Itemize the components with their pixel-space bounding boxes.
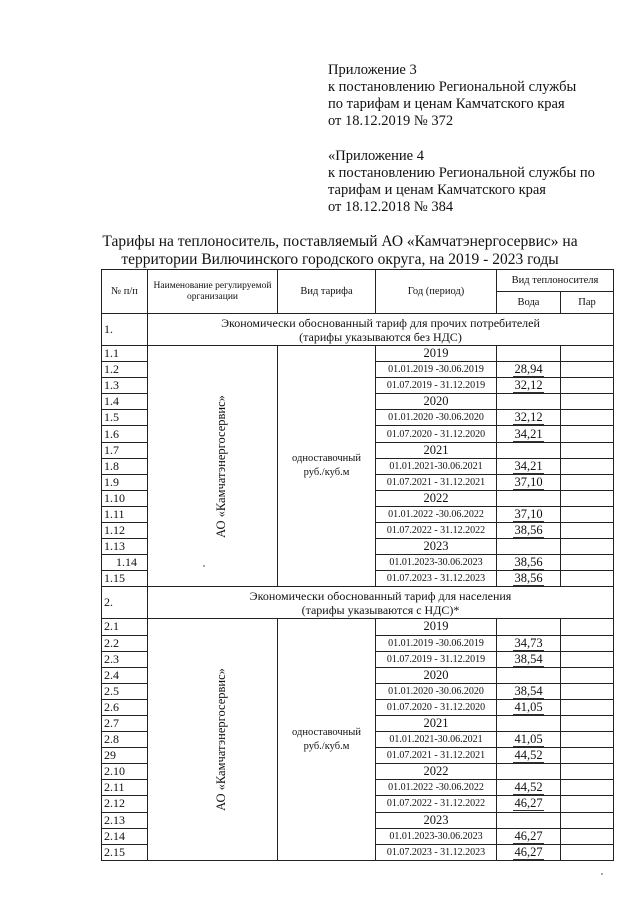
row-number: 2.10 — [102, 764, 148, 780]
header-water: Вода — [497, 292, 561, 314]
row-number: 1.12 — [102, 523, 148, 539]
water-tariff-value: 28,94 — [514, 362, 543, 377]
header-type: Вид тарифа — [278, 270, 376, 314]
annex-line: Приложение 3 — [328, 62, 417, 78]
steam-tariff — [561, 796, 614, 812]
water-tariff — [497, 490, 561, 506]
header-num: № п/п — [102, 270, 148, 314]
year-label: 2020 — [376, 394, 497, 410]
row-number: 29 — [102, 748, 148, 764]
steam-tariff — [561, 571, 614, 587]
water-tariff-value: 38,56 — [514, 571, 543, 586]
row-number: 1.14 — [102, 555, 148, 571]
water-tariff — [497, 506, 561, 522]
steam-tariff — [561, 764, 614, 780]
row-number: 1.9 — [102, 474, 148, 490]
header-kind: Вид теплоносителя — [497, 270, 614, 292]
water-tariff-value: 44,52 — [514, 748, 543, 763]
steam-tariff — [561, 667, 614, 683]
organization-name: АО «Камчатэнергосервис» — [213, 668, 228, 812]
period-label: 01.01.2022 -30.06.2022 — [376, 506, 497, 522]
period-label: 01.07.2020 - 31.12.2020 — [376, 699, 497, 715]
period-label: 01.07.2020 - 31.12.2020 — [376, 426, 497, 442]
steam-tariff — [561, 394, 614, 410]
steam-tariff — [561, 362, 614, 378]
period-label: 01.01.2021-30.06.2021 — [376, 458, 497, 474]
period-label: 01.01.2021-30.06.2021 — [376, 732, 497, 748]
steam-tariff — [561, 715, 614, 731]
steam-tariff — [561, 699, 614, 715]
steam-tariff — [561, 732, 614, 748]
water-tariff — [497, 539, 561, 555]
period-label: 01.01.2019 -30.06.2019 — [376, 635, 497, 651]
water-tariff-value: 32,12 — [514, 410, 543, 425]
annex-line: «Приложение 4 — [328, 148, 424, 164]
title-line: территории Вилючинского городского округа, на 2019 - 2023 годы — [121, 251, 559, 268]
scan-speck — [203, 565, 205, 567]
row-number: 1.11 — [102, 506, 148, 522]
steam-tariff — [561, 651, 614, 667]
steam-tariff — [561, 828, 614, 844]
year-label: 2023 — [376, 539, 497, 555]
table-row — [102, 346, 614, 362]
tariff-type-cell — [278, 619, 376, 860]
water-tariff-value: 41,05 — [514, 732, 543, 747]
row-number: 2.6 — [102, 699, 148, 715]
steam-tariff — [561, 378, 614, 394]
row-number: 2.8 — [102, 732, 148, 748]
section-header-row — [102, 314, 614, 346]
water-tariff — [497, 394, 561, 410]
row-number: 1.7 — [102, 442, 148, 458]
annex-line: тарифам и ценам Камчатского края — [328, 182, 546, 198]
scan-speck — [601, 873, 603, 875]
tariff-table — [101, 269, 614, 861]
tariff-type-line: руб./куб.м — [303, 467, 350, 479]
water-tariff — [497, 571, 561, 587]
steam-tariff — [561, 844, 614, 860]
water-tariff — [497, 780, 561, 796]
period-label: 01.07.2023 - 31.12.2023 — [376, 844, 497, 860]
row-number: 2.14 — [102, 828, 148, 844]
period-label: 01.01.2020 -30.06.2020 — [376, 683, 497, 699]
row-number: 2.12 — [102, 796, 148, 812]
steam-tariff — [561, 410, 614, 426]
document-title — [60, 233, 620, 269]
row-number: 2.2 — [102, 635, 148, 651]
row-number: 2.15 — [102, 844, 148, 860]
water-tariff — [497, 683, 561, 699]
period-label: 01.07.2019 - 31.12.2019 — [376, 378, 497, 394]
steam-tariff — [561, 458, 614, 474]
steam-tariff — [561, 523, 614, 539]
table-row — [102, 619, 614, 635]
water-tariff-value: 41,05 — [514, 699, 543, 714]
annex-4-header — [328, 148, 595, 216]
water-tariff — [497, 458, 561, 474]
annex-line: к постановлению Региональной службы — [328, 79, 577, 95]
steam-tariff — [561, 346, 614, 362]
steam-tariff — [561, 506, 614, 522]
water-tariff-value: 34,21 — [514, 426, 543, 441]
water-tariff — [497, 474, 561, 490]
row-number: 2.11 — [102, 780, 148, 796]
water-tariff — [497, 699, 561, 715]
section-number: 2. — [102, 587, 148, 619]
period-label: 01.07.2021 - 31.12.2021 — [376, 474, 497, 490]
row-number: 2.4 — [102, 667, 148, 683]
year-label: 2021 — [376, 715, 497, 731]
steam-tariff — [561, 683, 614, 699]
section-title-line: (тарифы указываются без НДС) — [299, 329, 462, 344]
water-tariff — [497, 764, 561, 780]
section-title-line: (тарифы указываются с НДС)* — [301, 602, 460, 617]
row-number: 1.13 — [102, 539, 148, 555]
steam-tariff — [561, 555, 614, 571]
row-number: 2.3 — [102, 651, 148, 667]
period-label: 01.01.2023-30.06.2023 — [376, 555, 497, 571]
water-tariff — [497, 844, 561, 860]
water-tariff-value: 46,27 — [514, 796, 543, 811]
row-number: 2.13 — [102, 812, 148, 828]
period-label: 01.01.2023-30.06.2023 — [376, 828, 497, 844]
year-label: 2019 — [376, 346, 497, 362]
period-label: 01.01.2019 -30.06.2019 — [376, 362, 497, 378]
steam-tariff — [561, 748, 614, 764]
period-label: 01.07.2022 - 31.12.2022 — [376, 523, 497, 539]
water-tariff-value: 38,54 — [514, 651, 543, 666]
water-tariff-value: 38,56 — [514, 555, 543, 570]
annex-3-header — [328, 62, 576, 130]
row-number: 1.15 — [102, 571, 148, 587]
period-label: 01.01.2022 -30.06.2022 — [376, 780, 497, 796]
header-steam: Пар — [561, 292, 614, 314]
water-tariff — [497, 378, 561, 394]
steam-tariff — [561, 635, 614, 651]
row-number: 1.2 — [102, 362, 148, 378]
water-tariff — [497, 346, 561, 362]
water-tariff — [497, 651, 561, 667]
water-tariff-value: 44,52 — [514, 780, 543, 795]
tariff-type-line: одноставочный — [292, 453, 361, 465]
steam-tariff — [561, 780, 614, 796]
section-header-row — [102, 587, 614, 619]
row-number: 2.7 — [102, 715, 148, 731]
section-title — [148, 314, 614, 346]
steam-tariff — [561, 539, 614, 555]
row-number: 2.1 — [102, 619, 148, 635]
water-tariff — [497, 555, 561, 571]
steam-tariff — [561, 474, 614, 490]
water-tariff — [497, 635, 561, 651]
water-tariff — [497, 828, 561, 844]
tariff-type-line: одноставочный — [292, 726, 361, 738]
section-title-line: Экономически обоснованный тариф для населения — [249, 588, 512, 603]
water-tariff — [497, 812, 561, 828]
section-title — [148, 587, 614, 619]
row-number: 1.6 — [102, 426, 148, 442]
water-tariff-value: 34,21 — [514, 458, 543, 473]
row-number: 1.5 — [102, 410, 148, 426]
year-label: 2022 — [376, 490, 497, 506]
year-label: 2020 — [376, 667, 497, 683]
steam-tariff — [561, 812, 614, 828]
water-tariff — [497, 619, 561, 635]
water-tariff-value: 32,12 — [514, 378, 543, 393]
organization-cell — [148, 346, 278, 587]
water-tariff — [497, 442, 561, 458]
row-number: 1.4 — [102, 394, 148, 410]
water-tariff-value: 37,10 — [514, 474, 543, 489]
annex-line: по тарифам и ценам Камчатского края — [328, 96, 565, 112]
row-number: 1.3 — [102, 378, 148, 394]
year-label: 2022 — [376, 764, 497, 780]
water-tariff — [497, 410, 561, 426]
annex-line: к постановлению Региональной службы по — [328, 165, 595, 181]
water-tariff-value: 46,27 — [514, 828, 543, 843]
period-label: 01.07.2021 - 31.12.2021 — [376, 748, 497, 764]
row-number: 1.10 — [102, 490, 148, 506]
steam-tariff — [561, 426, 614, 442]
row-number: 1.8 — [102, 458, 148, 474]
period-label: 01.07.2022 - 31.12.2022 — [376, 796, 497, 812]
water-tariff — [497, 523, 561, 539]
title-line: Тарифы на теплоноситель, поставляемый АО «Камчатэнергосервис» на — [102, 233, 578, 250]
water-tariff-value: 37,10 — [514, 506, 543, 521]
tariff-type-line: руб./куб.м — [303, 740, 350, 752]
water-tariff — [497, 796, 561, 812]
water-tariff — [497, 362, 561, 378]
steam-tariff — [561, 442, 614, 458]
period-label: 01.07.2023 - 31.12.2023 — [376, 571, 497, 587]
water-tariff — [497, 748, 561, 764]
organization-name: АО «Камчатэнергосервис» — [213, 394, 228, 538]
section-number: 1. — [102, 314, 148, 346]
tariff-table-body — [102, 314, 614, 861]
steam-tariff — [561, 490, 614, 506]
section-title-line: Экономически обоснованный тариф для прочих потребителей — [221, 315, 540, 330]
header-period: Год (период) — [376, 270, 497, 314]
row-number: 1.1 — [102, 346, 148, 362]
water-tariff — [497, 732, 561, 748]
year-label: 2023 — [376, 812, 497, 828]
tariff-type-cell — [278, 346, 376, 587]
organization-cell — [148, 619, 278, 860]
year-label: 2021 — [376, 442, 497, 458]
annex-line: от 18.12.2018 № 384 — [328, 199, 454, 215]
row-number: 2.5 — [102, 683, 148, 699]
water-tariff — [497, 667, 561, 683]
water-tariff-value: 34,73 — [514, 635, 543, 650]
water-tariff-value: 38,54 — [514, 683, 543, 698]
water-tariff-value: 38,56 — [514, 523, 543, 538]
water-tariff — [497, 715, 561, 731]
header-org: Наименование регулируемой организации — [148, 270, 278, 314]
annex-line: от 18.12.2019 № 372 — [328, 113, 454, 129]
period-label: 01.01.2020 -30.06.2020 — [376, 410, 497, 426]
year-label: 2019 — [376, 619, 497, 635]
period-label: 01.07.2019 - 31.12.2019 — [376, 651, 497, 667]
water-tariff-value: 46,27 — [514, 844, 543, 859]
steam-tariff — [561, 619, 614, 635]
water-tariff — [497, 426, 561, 442]
